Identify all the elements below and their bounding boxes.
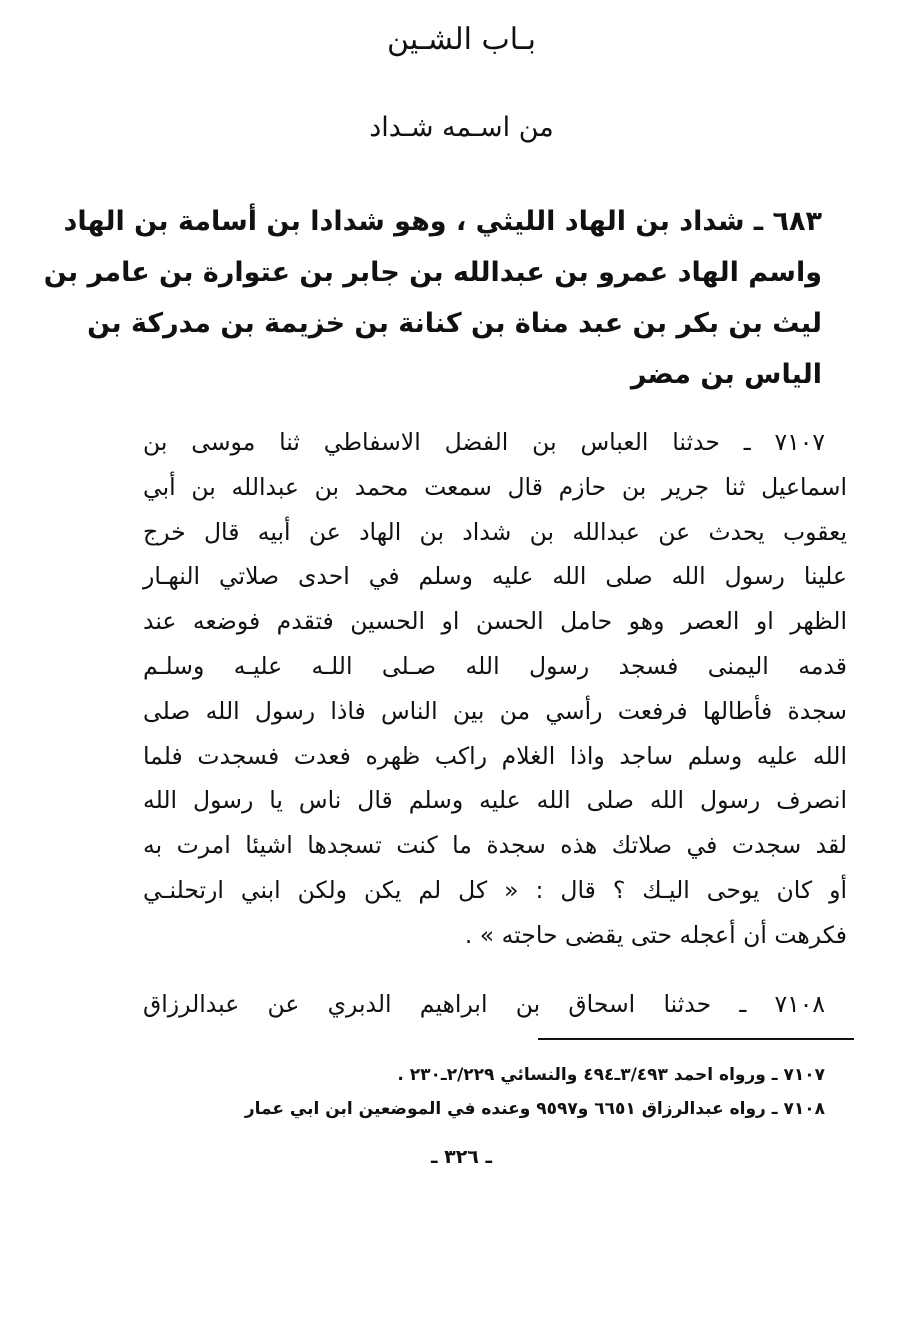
hadith-line: فكرهت أن أعجله حتى يقضى حاجته » . <box>464 920 847 949</box>
footnote-7107: ٧١٠٧ ـ ورواه احمد ٣/٤٩٣ـ٤٩٤ والنسائي ٢/٢٢٩ـ٢٣٠ . <box>397 1065 825 1085</box>
section-title: من اسـمه شـداد <box>369 112 554 143</box>
heading-line: واسم الهاد عمرو بن عبدالله بن جابر بن عتوارة بن عامر بن <box>43 257 822 288</box>
hadith-7108 <box>143 982 847 1026</box>
hadith-line: الظهر او العصر وهو حامل الحسن او الحسين فتقدم فوضعه عند <box>143 607 847 636</box>
hadith-7107 <box>143 420 847 958</box>
hadith-line: انصرف رسول الله صلى الله عليه وسلم قال ناس يا رسول الله <box>143 786 847 815</box>
footnote-7108: ٧١٠٨ ـ رواه عبدالرزاق ٦٦٥١ و٩٥٩٧ وعنده في الموضعين ابن ابي عمار <box>244 1099 825 1119</box>
chapter-title: بـاب الشـين <box>387 22 536 57</box>
hadith-line: علينا رسول الله صلى الله عليه وسلم في احدى صلاتي النهـار <box>143 562 847 591</box>
footnotes <box>145 1058 825 1126</box>
hadith-line: قدمه اليمنى فسجد رسول الله صـلى اللـه عليـه وسلـم <box>143 651 847 680</box>
heading-line: ليث بن بكر بن عبد مناة بن كنانة بن خزيمة بن مدركة بن <box>87 308 822 339</box>
hadith-line: الله عليه وسلم ساجد واذا الغلام راكب ظهره فعدت فسجدت فلما <box>143 741 847 770</box>
narrator-biography-heading <box>43 196 822 400</box>
hadith-line: اسماعيل ثنا جرير بن حازم قال سمعت محمد بن عبدالله بن أبي <box>143 472 847 501</box>
hadith-line: ٧١٠٧ ـ حدثنا العباس بن الفضل الاسفاطي ثنا موسى بن <box>143 428 825 456</box>
footnote-separator <box>538 1038 854 1040</box>
heading-line: ٦٨٣ ـ شداد بن الهاد الليثي ، وهو شدادا بن أسامة بن الهاد <box>63 206 822 237</box>
heading-line: الياس بن مضر <box>630 359 822 390</box>
hadith-line: أو كان يوحى اليـك ؟ قال : « كل لم يكن ولكن ابني ارتحلنـي <box>143 875 847 904</box>
hadith-line: يعقوب يحدث عن عبدالله بن شداد بن الهاد عن أبيه قال خرج <box>143 517 847 546</box>
page-number: ـ ٣٢٦ ـ <box>430 1146 492 1168</box>
hadith-line: ٧١٠٨ ـ حدثنا اسحاق بن ابراهيم الدبري عن عبدالرزاق <box>143 990 825 1018</box>
hadith-line: لقد سجدت في صلاتك هذه سجدة ما كنت تسجدها اشيئا امرت به <box>143 831 847 860</box>
hadith-line: سجدة فأطالها فرفعت رأسي من بين الناس فاذا رسول الله صلى <box>143 696 847 725</box>
